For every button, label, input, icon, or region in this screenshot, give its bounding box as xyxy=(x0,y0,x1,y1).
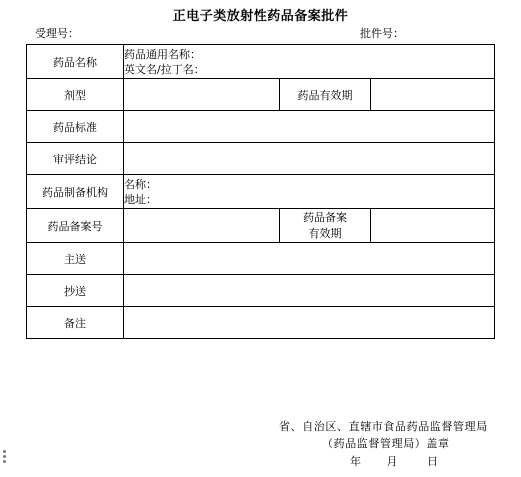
drug-name-field[interactable] xyxy=(124,45,495,79)
validity-label: 药品有效期 xyxy=(280,79,371,111)
seal-note: （药品监督管理局）盖章 xyxy=(322,437,450,450)
address-label: 地址： xyxy=(124,192,157,206)
validity-field[interactable] xyxy=(371,79,495,111)
receipt-number-label: 受理号： xyxy=(35,27,79,40)
cc-field[interactable] xyxy=(124,275,495,307)
date-day: 日 xyxy=(427,455,438,468)
record-number-label: 药品备案号 xyxy=(27,209,124,243)
row-cc xyxy=(27,275,495,307)
record-number-field[interactable] xyxy=(124,209,280,243)
main-send-label: 主送 xyxy=(27,243,124,275)
standard-field[interactable] xyxy=(124,111,495,143)
remarks-field[interactable] xyxy=(124,307,495,339)
row-manufacturer xyxy=(27,175,495,209)
generic-name-label: 药品通用名称： xyxy=(124,47,201,61)
org-name-label: 名称： xyxy=(124,177,157,191)
date-line xyxy=(350,453,438,469)
row-dosage-form xyxy=(27,79,495,111)
manufacturer-field[interactable] xyxy=(124,175,495,209)
review-conclusion-field[interactable] xyxy=(124,143,495,175)
record-validity-line1: 药品备案 xyxy=(303,210,347,224)
date-month: 月 xyxy=(386,455,398,468)
approval-number-label: 批件号： xyxy=(360,27,404,40)
english-name-label: 英文名/拉丁名： xyxy=(124,62,205,76)
dosage-form-label: 剂型 xyxy=(27,79,124,111)
row-remarks xyxy=(27,307,495,339)
date-year: 年 xyxy=(350,455,361,468)
standard-label: 药品标准 xyxy=(27,111,124,143)
drag-handle-icon[interactable] xyxy=(3,450,7,465)
remarks-label: 备注 xyxy=(27,307,124,339)
row-drug-name xyxy=(27,45,495,79)
record-validity-label xyxy=(280,209,371,243)
review-conclusion-label: 审评结论 xyxy=(27,143,124,175)
manufacturer-label: 药品制备机构 xyxy=(27,175,124,209)
cc-label: 抄送 xyxy=(27,275,124,307)
dosage-form-field[interactable] xyxy=(124,79,280,111)
main-send-field[interactable] xyxy=(124,243,495,275)
drug-name-label: 药品名称 xyxy=(27,45,124,79)
record-approval-form xyxy=(26,44,495,339)
record-validity-line2: 有效期 xyxy=(308,226,342,240)
issuing-authority: 省、自治区、直辖市食品药品监督管理局 xyxy=(279,420,488,433)
row-main-send xyxy=(27,243,495,275)
row-standard xyxy=(27,111,495,143)
document-title: 正电子类放射性药品备案批件 xyxy=(172,9,349,24)
record-validity-field[interactable] xyxy=(371,209,495,243)
row-review-conclusion xyxy=(27,143,495,175)
row-record-number xyxy=(27,209,495,243)
